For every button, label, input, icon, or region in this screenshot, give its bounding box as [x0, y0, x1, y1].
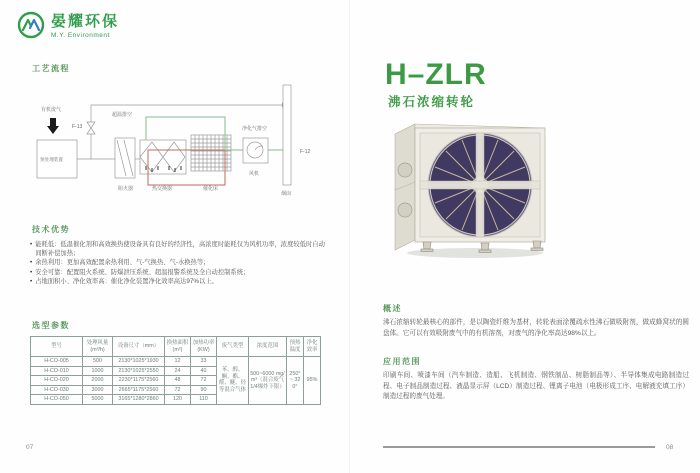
advantage-text: 占地面积小、净化效率高：催化净化装置净化效率高达97%以上。 — [35, 277, 218, 285]
cell: 2000 — [83, 376, 113, 386]
heat-exchanger-label: 热交换器 — [152, 186, 173, 192]
selection-params-table — [30, 336, 321, 405]
product-image — [383, 110, 568, 262]
col-gas-type: 废气类型 — [217, 337, 249, 357]
cell-efficiency: 95% — [304, 357, 321, 405]
advantage-item — [30, 240, 325, 258]
page-gutter — [349, 0, 350, 473]
advantages-heading: 技术优势 — [32, 225, 70, 234]
cell: H-CO-010 — [31, 366, 83, 376]
advantage-text: 能耗低：低温催化剂和高效换热使设备具有良好的经济性，高浓度时能耗仅为风机功率，浓度较低时自动间断补偿加热； — [35, 241, 325, 258]
col-preheat: 预热 温度 — [287, 337, 304, 357]
col-hx-area: 换热面积 (m²) — [165, 337, 191, 357]
flame-arrester-label: 阻火器 — [118, 186, 134, 192]
side-flange-top — [398, 163, 412, 177]
bullet-icon: • — [30, 241, 33, 248]
cell: 72 — [165, 385, 191, 395]
cell: 120 — [165, 395, 191, 405]
catalyst-bed-label: 催化床 — [203, 186, 219, 192]
advantage-text: 余热利用：更加高效配置余热利用、气-气换热、气-水换热等； — [35, 259, 210, 267]
bypass-label: 超温排空 — [112, 112, 133, 118]
cell: 3000 — [83, 385, 113, 395]
machine-side-panel — [395, 124, 415, 250]
col-airflow: 处理风量 (m³/h) — [83, 337, 113, 357]
overview-heading: 概述 — [383, 304, 402, 313]
valve-icon-2 — [87, 128, 95, 134]
cell: 1000 — [83, 366, 113, 376]
stack-label: 烟囱 — [281, 191, 292, 197]
product-title: H–ZLR — [385, 58, 487, 91]
company-name-en: M.Y. Environment — [51, 32, 110, 39]
cell: 72 — [191, 376, 217, 386]
frame-bar-horizontal — [420, 181, 540, 189]
cell: 500 — [83, 357, 113, 367]
cell: 2665*1175*2560 — [113, 385, 165, 395]
page-number-left: 07 — [26, 444, 34, 451]
params-heading: 选型参数 — [32, 321, 70, 330]
company-logo — [17, 10, 119, 39]
inlet-arrow-icon — [47, 118, 59, 134]
cell-preheat: 250° ~ 320° — [287, 357, 304, 405]
advantage-text: 安全可靠：配置阻火系统、防爆泄压系统、超温报警系统及全自动控制系统； — [35, 268, 250, 276]
cell: H-CO-020 — [31, 376, 83, 386]
bullet-icon: • — [30, 268, 33, 276]
stack-box — [283, 85, 291, 185]
cell: 110 — [191, 395, 217, 405]
side-flange-bottom — [398, 203, 412, 217]
col-model: 型号 — [31, 337, 83, 357]
bullet-icon: • — [30, 259, 33, 267]
pretreat-label: 预处理装置 — [40, 157, 63, 162]
advantages-list — [30, 240, 325, 286]
cell-gas-type: 苯、醇、酮、酯、醛、醚、烃等混合气体 — [217, 357, 249, 405]
cell: 90 — [191, 385, 217, 395]
application-text: 印刷车间、喷漆车间（汽车制造、造船、飞机制造、钢铁制品、树脂制品等）、半导体集成电路制造过程、电子制品制造过程、液晶显示屏（LCD）制造过程、锂离子电池（电极形成工序、电解液充填工序）制造过程的废气处理。 — [383, 372, 689, 400]
footer-rule — [383, 446, 655, 448]
cell-concentration: 500~6000 mg/m³（混合废气1/4爆炸下限） — [249, 357, 287, 405]
application-heading: 应用范围 — [383, 357, 421, 366]
product-subtitle: 沸石浓缩转轮 — [388, 95, 476, 109]
table-header-row — [31, 337, 321, 357]
stack-tag-label: F-12 — [300, 149, 311, 155]
cell: 2130*1025*2550 — [113, 366, 165, 376]
col-concentration: 浓度范围 — [249, 337, 287, 357]
valve-label: F-13 — [72, 124, 83, 130]
page-number-right: 08 — [666, 444, 674, 451]
overview-text: 沸石浓缩转轮最核心的部件，是以陶瓷纤维为基材，转轮表面涂覆疏水性沸石做吸附剂，做成蜂窝状的圆盘体。它可以有效吸附废气中的有机溶剂，对废气的净化率高达98%以上。 — [383, 319, 689, 337]
cell: H-CO-030 — [31, 385, 83, 395]
bullet-icon: • — [30, 277, 33, 285]
advantage-item — [30, 268, 325, 277]
cell: H-CO-050 — [31, 395, 83, 405]
flow-heading: 工艺流程 — [32, 64, 70, 73]
fan-label: 风机 — [249, 171, 260, 177]
logo-mark-icon — [17, 11, 45, 39]
cell: 2230*1175*2560 — [113, 376, 165, 386]
clean-vent-label: 净化气排空 — [242, 126, 268, 132]
cell: H-CO-005 — [31, 357, 83, 367]
cell: 24 — [165, 366, 191, 376]
advantage-item — [30, 277, 325, 286]
company-name: 晏耀环保 — [51, 13, 120, 30]
cell: 40 — [191, 366, 217, 376]
valve-icon — [87, 122, 95, 128]
inlet-label: 有机废气 — [41, 107, 62, 113]
col-efficiency: 净化 效率 — [304, 337, 321, 357]
cell: 3165*1280*2860 — [113, 395, 165, 405]
cell: 48 — [165, 376, 191, 386]
table-row — [31, 357, 321, 367]
cell: 12 — [165, 357, 191, 367]
col-heat-power: 加热功率 (KW) — [191, 337, 217, 357]
cell: 33 — [191, 357, 217, 367]
advantage-item — [30, 258, 325, 267]
cell: 2130*1025*1930 — [113, 357, 165, 367]
cell: 5000 — [83, 395, 113, 405]
process-flow-diagram — [28, 78, 328, 218]
col-size: 设备尺寸（mm） — [113, 337, 165, 357]
